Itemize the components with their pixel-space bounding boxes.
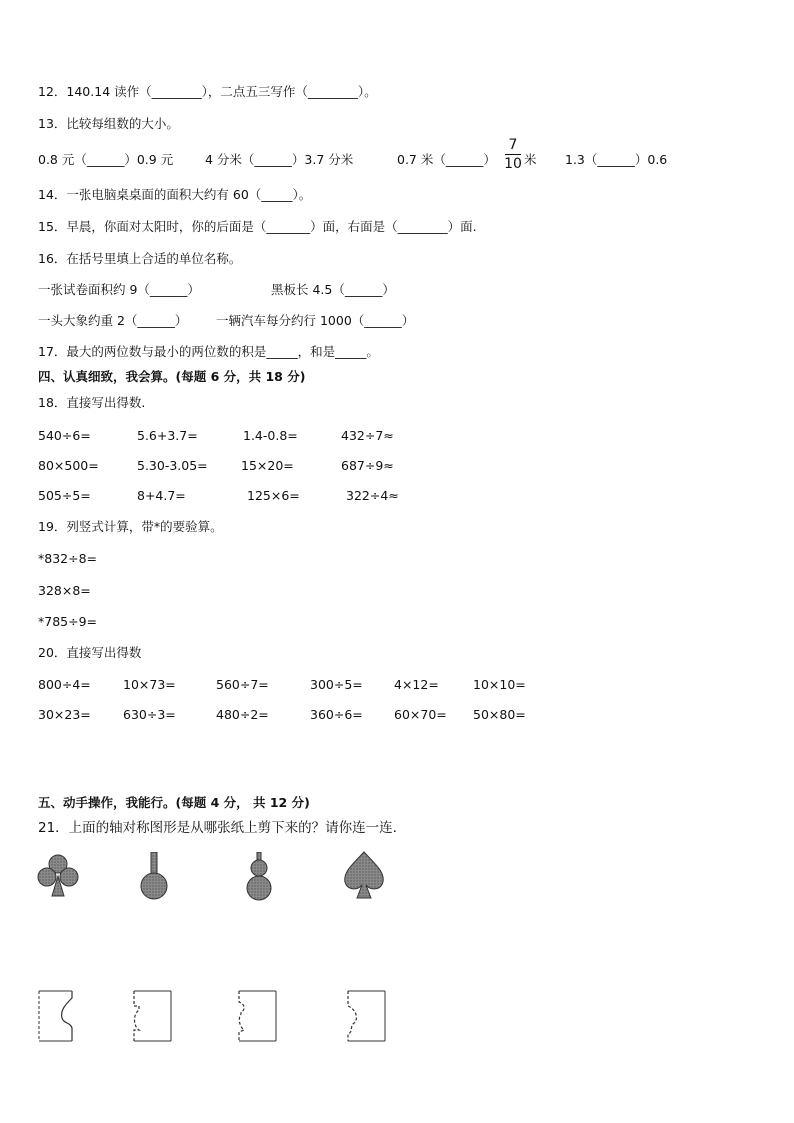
q18-r1c3: 687÷9≈ [341,458,394,473]
q13-b: 4 分米（______）3.7 分米 [205,152,354,167]
section5-heading: 五、动手操作，我能行。(每题 4 分， 共 12 分) [38,795,310,810]
q13-title: 13．比较每组数的大小。 [38,116,179,131]
q20-r1c2: 480÷2= [216,707,269,722]
q18-r2c1: 8+4.7= [137,488,186,503]
fraction-numerator: 7 [508,137,518,153]
q20-r0c3: 300÷5= [310,677,363,692]
q20-r0c5: 10×10= [473,677,526,692]
q20-r0c1: 10×73= [123,677,176,692]
q19-item-3: *785÷9= [38,614,98,629]
q20-r0c0: 800÷4= [38,677,91,692]
q18-r2c2: 125×6= [247,488,300,503]
q20-r0c2: 560÷7= [216,677,269,692]
q16-b: 黑板长 4.5（______） [271,282,395,297]
q18-r2c3: 322÷4≈ [346,488,399,503]
q13-c-unit: 米 [524,152,537,167]
q18-r0c1: 5.6+3.7= [137,428,198,443]
q20-r1c3: 360÷6= [310,707,363,722]
fraction-denominator: 10 [504,156,522,172]
q19-item-1: *832÷8= [38,551,98,566]
folded-paper-d[interactable] [345,988,389,1044]
q20-r1c4: 60×70= [394,707,447,722]
q18-r2c0: 505÷5= [38,488,91,503]
q20-r0c4: 4×12= [394,677,439,692]
q13-d: 1.3（______）0.6 [565,152,668,167]
q14: 14．一张电脑桌桌面的面积大约有 60（_____）。 [38,187,312,202]
q18-r1c2: 15×20= [241,458,294,473]
q17: 17．最大的两位数与最小的两位数的积是_____，和是_____。 [38,344,379,359]
q18-r0c2: 1.4-0.8= [243,428,298,443]
q13-c: 0.7 米（______） [397,152,496,167]
q20-r1c5: 50×80= [473,707,526,722]
q20-r1c0: 30×23= [38,707,91,722]
q19-item-2: 328×8= [38,583,91,598]
q21: 21．上面的轴对称图形是从哪张纸上剪下来的？请你连一连. [38,820,397,836]
q16-c: 一头大象约重 2（______） [38,313,188,328]
folded-paper-b[interactable] [131,988,175,1044]
folded-paper-c[interactable] [236,988,280,1044]
q18-r0c0: 540÷6= [38,428,91,443]
q13-c-fraction [503,137,523,172]
fraction-bar [505,154,521,155]
q18-r1c1: 5.30-3.05= [137,458,208,473]
q18-title: 18．直接写出得数. [38,395,146,410]
q16-d: 一辆汽车每分约行 1000（______） [216,313,415,328]
section4-heading: 四、认真细致，我会算。(每题 6 分，共 18 分) [38,369,306,384]
q18-r1c0: 80×500= [38,458,99,473]
q20-title: 20．直接写出得数 [38,645,142,660]
spade-shape[interactable] [341,850,387,900]
q13-a: 0.8 元（______）0.9 元 [38,152,174,167]
folded-paper-a[interactable] [36,988,76,1044]
q20-r1c1: 630÷3= [123,707,176,722]
q18-r0c3: 432÷7≈ [341,428,394,443]
q16-a: 一张试卷面积约 9（______） [38,282,200,297]
club-shape[interactable] [36,852,80,900]
ball-on-stick-shape[interactable] [137,852,171,902]
q16-title: 16．在括号里填上合适的单位名称。 [38,251,242,266]
q15: 15．早晨，你面对太阳时，你的后面是（_______）面，右面是（________）面. [38,219,477,234]
q19-title: 19．列竖式计算，带*的要验算。 [38,519,223,534]
gourd-shape[interactable] [242,852,276,902]
q12: 12．140.14 读作（________），二点五三写作（________）。 [38,84,377,99]
